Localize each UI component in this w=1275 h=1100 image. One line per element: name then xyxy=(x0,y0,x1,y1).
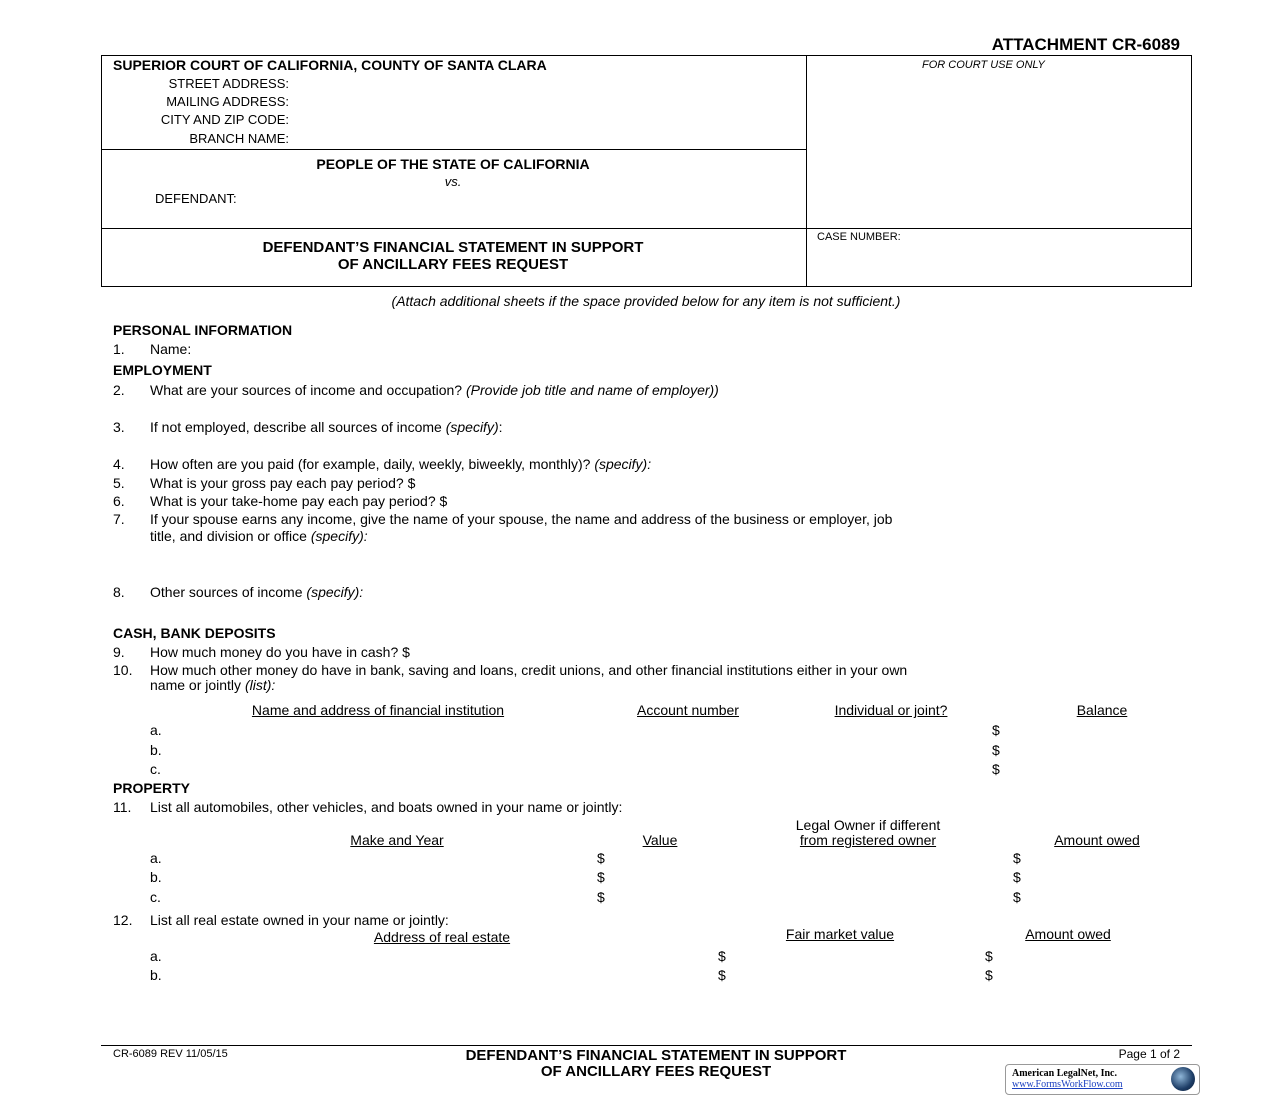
currency-sign: $ xyxy=(985,948,993,964)
section-personal: PERSONAL INFORMATION xyxy=(113,322,293,338)
question-take-home-pay: What is your take-home pay each pay period? $ xyxy=(150,493,448,509)
question-instruction: (specify) xyxy=(445,419,499,435)
box-right-border xyxy=(1191,55,1192,287)
question-text: title, and division or office xyxy=(150,528,311,544)
mailing-address-label: MAILING ADDRESS: xyxy=(166,94,289,109)
item-number: 7. xyxy=(113,511,125,527)
section-cash: CASH, BANK DEPOSITS xyxy=(113,625,276,641)
row-label: a. xyxy=(150,850,162,866)
globe-icon xyxy=(1171,1067,1195,1091)
question-instruction: (Provide job title and name of employer)) xyxy=(465,382,719,398)
question-instruction: (specify): xyxy=(310,528,368,544)
item-number: 2. xyxy=(113,382,125,398)
question-not-employed xyxy=(150,419,503,435)
case-number-label: CASE NUMBER: xyxy=(817,231,901,243)
section-property: PROPERTY xyxy=(113,780,191,796)
currency-sign: $ xyxy=(718,948,726,964)
column-header-fair-market-value: Fair market value xyxy=(785,926,895,942)
court-use-label: FOR COURT USE ONLY xyxy=(922,59,1045,71)
row-label: c. xyxy=(150,761,161,777)
currency-sign: $ xyxy=(992,742,1000,758)
question-bank-money: How much other money do have in bank, saving and loans, credit unions, and other financial institutions either in your own xyxy=(150,662,908,678)
question-instruction: (specify): xyxy=(594,456,652,472)
item-number: 6. xyxy=(113,493,125,509)
attach-note: (Attach additional sheets if the space provided below for any item is not sufficient.) xyxy=(391,293,901,309)
currency-sign: $ xyxy=(1013,869,1021,885)
branch-name-label: BRANCH NAME: xyxy=(189,131,289,146)
question-instruction: (list): xyxy=(244,677,276,693)
question-vehicles: List all automobiles, other vehicles, and boats owned in your name or jointly: xyxy=(150,799,623,815)
column-header-address: Address of real estate xyxy=(373,929,511,945)
logo-link[interactable]: www.FormsWorkFlow.com xyxy=(1012,1079,1123,1090)
currency-sign: $ xyxy=(718,967,726,983)
question-real-estate: List all real estate owned in your name or jointly: xyxy=(150,912,449,928)
currency-sign: $ xyxy=(985,967,993,983)
attachment-label: ATTACHMENT CR-6089 xyxy=(991,35,1180,54)
item-number: 12. xyxy=(113,912,133,928)
question-text: How often are you paid (for example, daily, weekly, biweekly, monthly)? xyxy=(150,456,595,472)
footer-title-line1: DEFENDANT’S FINANCIAL STATEMENT IN SUPPORT xyxy=(465,1047,847,1064)
question-text: name or jointly xyxy=(150,677,245,693)
vs-label: vs. xyxy=(444,174,462,189)
currency-sign: $ xyxy=(597,889,605,905)
currency-sign: $ xyxy=(597,850,605,866)
question-spouse-income-cont xyxy=(150,528,368,544)
column-header-legal-owner: Legal Owner if different xyxy=(795,817,941,833)
question-name: Name: xyxy=(150,341,192,357)
currency-sign: $ xyxy=(1013,850,1021,866)
column-header-account: Account number xyxy=(637,702,739,718)
column-header-legal-owner-cont: from registered owner xyxy=(799,832,937,848)
column-header-individual-joint: Individual or joint? xyxy=(834,702,948,718)
footer-line xyxy=(101,1045,1192,1046)
row-label: b. xyxy=(150,742,162,758)
court-name: SUPERIOR COURT OF CALIFORNIA, COUNTY OF SANTA CLARA xyxy=(113,57,547,73)
item-number: 4. xyxy=(113,456,125,472)
people-label: PEOPLE OF THE STATE OF CALIFORNIA xyxy=(316,156,590,172)
question-text: What are your sources of income and occupation? xyxy=(150,382,466,398)
item-number: 9. xyxy=(113,644,125,660)
column-header-amount-owed: Amount owed xyxy=(1054,832,1140,848)
legalnet-logo xyxy=(1005,1064,1200,1095)
item-number: 11. xyxy=(113,799,132,815)
currency-sign: $ xyxy=(1013,889,1021,905)
currency-sign: $ xyxy=(992,722,1000,738)
question-text: Other sources of income xyxy=(150,584,307,600)
form-id: CR-6089 REV 11/05/15 xyxy=(113,1048,228,1060)
question-income-sources xyxy=(150,382,719,398)
defendant-label: DEFENDANT: xyxy=(155,191,237,206)
box-divider xyxy=(806,55,807,287)
row-label: a. xyxy=(150,722,162,738)
box-left-border xyxy=(101,55,102,287)
question-bank-money-cont xyxy=(150,677,275,693)
form-title-line1: DEFENDANT’S FINANCIAL STATEMENT IN SUPPORT xyxy=(262,239,644,256)
column-header-make-year: Make and Year xyxy=(350,832,444,848)
row-label: b. xyxy=(150,967,162,983)
row-label: a. xyxy=(150,948,162,964)
question-spouse-income: If your spouse earns any income, give the name of your spouse, the name and address of the business or employer, job xyxy=(150,511,893,527)
box-row-line xyxy=(101,149,806,150)
logo-name: American LegalNet, Inc. xyxy=(1012,1068,1117,1079)
colon: : xyxy=(498,419,503,435)
form-title-line2: OF ANCILLARY FEES REQUEST xyxy=(337,256,569,273)
box-top-border xyxy=(101,55,1192,56)
box-row-line xyxy=(101,228,1192,229)
question-gross-pay: What is your gross pay each pay period? $ xyxy=(150,475,416,491)
question-cash: How much money do you have in cash? $ xyxy=(150,644,410,660)
question-pay-frequency xyxy=(150,456,651,472)
street-address-label: STREET ADDRESS: xyxy=(168,76,289,91)
question-instruction: (specify): xyxy=(306,584,364,600)
column-header-balance: Balance xyxy=(1076,702,1128,718)
question-other-income xyxy=(150,584,363,600)
column-header-amount-owed: Amount owed xyxy=(1025,926,1111,942)
box-bottom-border xyxy=(101,286,1192,287)
column-header-institution: Name and address of financial institution xyxy=(251,702,505,718)
item-number: 1. xyxy=(113,341,125,357)
item-number: 10. xyxy=(113,662,133,678)
column-header-value: Value xyxy=(642,832,678,848)
section-employment: EMPLOYMENT xyxy=(113,362,212,378)
row-label: b. xyxy=(150,869,162,885)
currency-sign: $ xyxy=(597,869,605,885)
item-number: 8. xyxy=(113,584,125,600)
currency-sign: $ xyxy=(992,761,1000,777)
page-number: Page 1 of 2 xyxy=(1118,1047,1180,1061)
city-zip-label: CITY AND ZIP CODE: xyxy=(160,112,289,127)
question-text: If not employed, describe all sources of income xyxy=(150,419,446,435)
item-number: 5. xyxy=(113,475,125,491)
item-number: 3. xyxy=(113,419,125,435)
row-label: c. xyxy=(150,889,161,905)
footer-title-line2: OF ANCILLARY FEES REQUEST xyxy=(540,1063,772,1080)
